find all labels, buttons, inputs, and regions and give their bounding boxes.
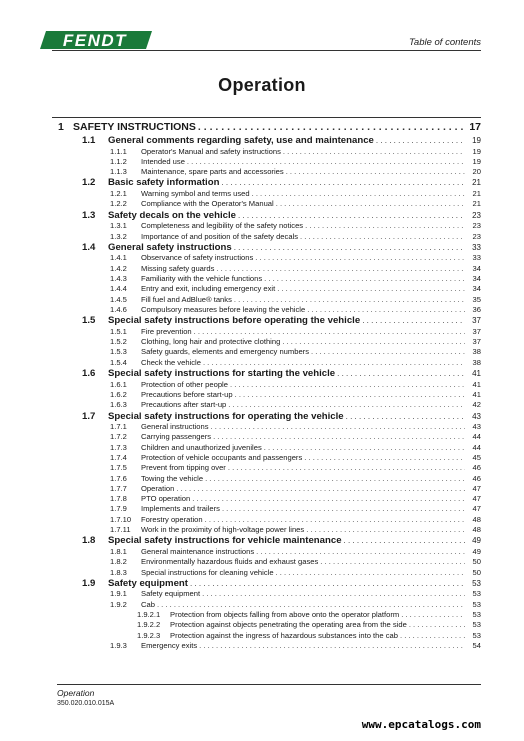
fendt-logo-text: FENDT [62, 31, 128, 50]
toc-entry-page: 42 [472, 400, 481, 410]
toc-leader-dots [187, 157, 465, 166]
toc-entry[interactable] [52, 305, 481, 315]
toc-entry-title: Check the vehicle [141, 357, 201, 367]
toc-entry-number: 1.5 [82, 315, 96, 327]
toc-entry[interactable] [52, 484, 481, 494]
toc-entry-number: 1.6 [82, 368, 96, 380]
toc-entry-title: Missing safety guards [141, 263, 215, 273]
toc-entry-page: 45 [472, 452, 481, 462]
toc-entry-title: Special instructions for cleaning vehicle [141, 567, 274, 577]
toc-entry[interactable] [52, 589, 481, 599]
toc-entry-number: 1.1.1 [110, 146, 127, 156]
toc-entry-number: 1.2 [82, 177, 96, 189]
toc-leader-dots [282, 337, 465, 346]
toc-entry-page: 36 [472, 304, 481, 314]
toc-entry-number: 1.4.4 [110, 284, 127, 294]
toc-entry[interactable] [52, 463, 481, 473]
toc-entry-number: 1.5.3 [110, 347, 127, 357]
toc-entry-title: Cab [141, 599, 155, 609]
toc-leader-dots [409, 620, 465, 629]
toc-entry-number: 1.7.3 [110, 442, 127, 452]
toc-entry-page: 47 [472, 504, 481, 514]
toc-entry-page: 48 [472, 514, 481, 524]
toc-entry-page: 21 [472, 189, 481, 199]
toc-entry-page: 38 [472, 357, 481, 367]
toc-leader-dots [221, 178, 465, 187]
toc-entry-page: 38 [472, 347, 481, 357]
toc-entry-number: 1.7.2 [110, 432, 127, 442]
toc-entry-number: 1.7.5 [110, 463, 127, 473]
toc-leader-dots [192, 494, 465, 503]
toc-entry-number: 1.4.3 [110, 274, 127, 284]
toc-entry-page: 43 [472, 422, 481, 432]
toc-entry[interactable] [52, 568, 481, 578]
toc-leader-dots [300, 232, 465, 241]
toc-entry[interactable] [52, 411, 481, 423]
toc-entry-page: 17 [469, 121, 481, 133]
toc-entry-title: Safety guards, elements and emergency numbers [141, 347, 309, 357]
toc-entry-title: Safety decals on the vehicle [108, 209, 236, 221]
toc-entry-page: 34 [472, 263, 481, 273]
toc-entry[interactable] [52, 177, 481, 189]
toc-entry-page: 44 [472, 432, 481, 442]
toc-entry[interactable] [52, 189, 481, 199]
toc-entry[interactable] [52, 641, 481, 651]
toc-leader-dots [276, 199, 465, 208]
toc-entry-number: 1.3.2 [110, 231, 127, 241]
toc-entry[interactable] [52, 432, 481, 442]
toc-entry-number: 1.7.6 [110, 473, 127, 483]
toc-entry-title: Familiarity with the vehicle functions [141, 274, 263, 284]
toc-leader-dots [222, 504, 465, 513]
toc-entry-title: PTO operation [141, 494, 191, 504]
toc-entry-page: 53 [472, 589, 481, 599]
toc-entry-title: General comments regarding safety, use and maintenance [108, 135, 374, 146]
toc-entry-number: 1.8.1 [110, 546, 127, 556]
toc-leader-dots [157, 600, 465, 609]
toc-entry-page: 41 [472, 379, 481, 389]
toc-entry[interactable] [52, 327, 481, 337]
toc-entry-page: 47 [472, 483, 481, 493]
toc-leader-dots [401, 610, 465, 619]
toc-leader-dots [202, 589, 465, 598]
toc-leader-dots [205, 474, 465, 483]
toc-leader-dots [276, 568, 465, 577]
toc-entry-page: 53 [472, 599, 481, 609]
toc-entry-number: 1.4.2 [110, 263, 127, 273]
table-of-contents [52, 121, 481, 651]
toc-entry-page: 23 [472, 210, 481, 220]
footer-document-code: 350.020.010.015A [57, 700, 115, 707]
toc-entry-title: Precautions after start-up [141, 400, 227, 410]
toc-entry[interactable] [52, 610, 481, 620]
toc-leader-dots [203, 358, 465, 367]
toc-leader-dots [198, 121, 465, 133]
toc-leader-dots [194, 327, 465, 336]
toc-entry[interactable] [52, 443, 481, 453]
toc-entry-number: 1.1.3 [110, 167, 127, 177]
toc-leader-dots [264, 274, 465, 283]
toc-entry-page: 33 [472, 253, 481, 263]
toc-entry-page: 54 [472, 640, 481, 650]
fendt-logo [40, 29, 152, 51]
toc-leader-dots [337, 369, 465, 378]
toc-entry-page: 47 [472, 494, 481, 504]
toc-entry-number: 1.6.3 [110, 400, 127, 410]
toc-entry[interactable] [52, 264, 481, 274]
toc-entry-page: 23 [472, 221, 481, 231]
toc-entry-page: 49 [472, 546, 481, 556]
toc-leader-dots [216, 264, 465, 273]
toc-leader-dots [228, 463, 465, 472]
toc-entry[interactable] [52, 504, 481, 514]
toc-entry-title: Safety equipment [108, 577, 188, 589]
toc-entry[interactable] [52, 390, 481, 400]
header-divider [52, 50, 481, 51]
toc-entry[interactable] [52, 453, 481, 463]
toc-entry-number: 1.3.1 [110, 221, 127, 231]
toc-entry-title: Prevent from tipping over [141, 463, 226, 473]
toc-entry-number: 1.2.1 [110, 189, 127, 199]
toc-entry-page: 53 [472, 578, 481, 588]
toc-entry-title: Emergency exits [141, 640, 198, 650]
toc-entry-title: Maintenance, spare parts and accessories [141, 167, 284, 177]
toc-leader-dots [264, 443, 465, 452]
toc-leader-dots [176, 484, 465, 493]
toc-entry[interactable] [52, 284, 481, 294]
toc-leader-dots [306, 525, 465, 534]
toc-entry-title: SAFETY INSTRUCTIONS [73, 121, 196, 133]
toc-leader-dots [252, 189, 465, 198]
watermark-url: www.epcatalogs.com [361, 718, 481, 731]
toc-entry-title: Compulsory measures before leaving the vehicle [141, 304, 306, 314]
toc-entry-title: General instructions [141, 422, 209, 432]
toc-entry-number: 1.8.3 [110, 567, 127, 577]
toc-entry[interactable] [52, 600, 481, 610]
toc-entry[interactable] [52, 242, 481, 254]
toc-entry-page: 44 [472, 442, 481, 452]
toc-entry[interactable] [52, 147, 481, 157]
toc-leader-dots [400, 631, 465, 640]
page-title: Operation [218, 75, 306, 95]
toc-leader-dots [213, 432, 465, 441]
toc-entry-page: 23 [472, 231, 481, 241]
toc-entry-page: 21 [472, 178, 481, 188]
toc-entry-page: 53 [472, 630, 481, 640]
toc-entry-number: 1.6.2 [110, 389, 127, 399]
toc-entry[interactable] [52, 380, 481, 390]
toc-entry-number: 1.4.6 [110, 304, 127, 314]
toc-entry-title: Operation [141, 483, 175, 493]
toc-entry-page: 21 [472, 199, 481, 209]
toc-entry[interactable] [52, 547, 481, 557]
toc-entry-number: 1.4.1 [110, 253, 127, 263]
toc-entry-number: 1.9.2.1 [137, 610, 161, 620]
toc-entry-page: 41 [472, 369, 481, 379]
toc-entry-page: 49 [472, 536, 481, 546]
toc-entry-number: 1.7.1 [110, 422, 127, 432]
toc-entry-number: 1.9 [82, 577, 96, 589]
toc-entry-page: 46 [472, 473, 481, 483]
toc-entry[interactable] [52, 347, 481, 357]
toc-entry-title: Compliance with the Operator's Manual [141, 199, 274, 209]
toc-entry-number: 1.7 [82, 410, 96, 422]
toc-entry-title: Environmentally hazardous fluids and exhaust gases [141, 557, 319, 567]
toc-entry[interactable] [52, 557, 481, 567]
toc-entry-title: Special safety instructions for vehicle maintenance [108, 535, 342, 547]
toc-leader-dots [256, 547, 465, 556]
toc-entry-title: Warning symbol and terms used [141, 189, 250, 199]
toc-leader-dots [346, 412, 465, 421]
toc-entry[interactable] [52, 121, 481, 135]
toc-entry-title: Fire prevention [141, 326, 192, 336]
toc-leader-dots [234, 243, 465, 252]
toc-entry-number: 1.1.2 [110, 156, 127, 166]
toc-entry-title: Work in the proximity of high-voltage power lines [141, 525, 305, 535]
toc-entry[interactable] [52, 221, 481, 231]
toc-leader-dots [238, 211, 465, 220]
toc-entry[interactable] [52, 358, 481, 368]
toc-entry[interactable] [52, 474, 481, 484]
toc-entry-page: 53 [472, 610, 481, 620]
toc-leader-dots [305, 221, 465, 230]
toc-leader-dots [205, 515, 465, 524]
toc-entry-page: 33 [472, 242, 481, 252]
toc-entry-number: 1.1 [82, 135, 96, 146]
toc-entry-number: 1.7.10 [110, 514, 132, 524]
toc-entry[interactable] [52, 210, 481, 222]
toc-entry[interactable] [52, 494, 481, 504]
toc-leader-dots [211, 422, 465, 431]
toc-entry[interactable] [52, 422, 481, 432]
toc-entry-title: Operator's Manual and safety instructions [141, 146, 281, 156]
toc-entry-title: Precautions before start-up [141, 389, 233, 399]
toc-leader-dots [344, 536, 465, 545]
toc-entry-title: Entry and exit, including emergency exit [141, 284, 276, 294]
toc-leader-dots [277, 284, 465, 293]
toc-leader-dots [307, 305, 465, 314]
toc-entry-page: 37 [472, 316, 481, 326]
footer-title: Operation [57, 688, 95, 698]
toc-entry[interactable] [52, 274, 481, 284]
toc-entry[interactable] [52, 315, 481, 327]
toc-entry[interactable] [52, 253, 481, 263]
toc-leader-dots [199, 641, 465, 650]
toc-entry-page: 53 [472, 620, 481, 630]
toc-entry-number: 1.9.2.2 [137, 620, 161, 630]
toc-entry-number: 1.5.1 [110, 326, 127, 336]
toc-entry[interactable] [52, 157, 481, 167]
toc-entry-title: Intended use [141, 156, 185, 166]
toc-entry-title: Fill fuel and AdBlue® tanks [141, 294, 232, 304]
toc-entry-title: Observance of safety instructions [141, 253, 254, 263]
toc-leader-dots [230, 380, 465, 389]
toc-entry[interactable] [52, 525, 481, 535]
toc-entry-page: 19 [472, 136, 481, 145]
toc-entry-number: 1.9.1 [110, 589, 127, 599]
toc-entry-number: 1.7.9 [110, 504, 127, 514]
toc-entry[interactable] [52, 337, 481, 347]
toc-entry-number: 1.7.7 [110, 483, 127, 493]
toc-entry-number: 1.7.11 [110, 525, 131, 535]
toc-entry-title: Towing the vehicle [141, 473, 204, 483]
toc-leader-dots [376, 136, 465, 145]
toc-entry-number: 1.4.5 [110, 294, 127, 304]
toc-entry-number: 1.2.2 [110, 199, 127, 209]
toc-entry-page: 41 [472, 389, 481, 399]
toc-entry-title: Carrying passengers [141, 432, 212, 442]
header-section-label: Table of contents [408, 37, 481, 48]
toc-entry-title: Forestry operation [141, 514, 203, 524]
footer-divider [57, 684, 481, 685]
toc-entry-number: 1.6.1 [110, 379, 127, 389]
toc-leader-dots [362, 316, 465, 325]
toc-entry[interactable] [52, 167, 481, 177]
toc-leader-dots [255, 253, 465, 262]
toc-entry-page: 19 [472, 146, 481, 156]
toc-entry-title: General maintenance instructions [141, 546, 255, 556]
toc-top-divider [52, 117, 481, 118]
toc-entry[interactable] [52, 400, 481, 410]
toc-entry-number: 1.9.2.3 [137, 630, 161, 640]
toc-entry-number: 1.9.2 [110, 599, 127, 609]
toc-leader-dots [283, 147, 465, 156]
toc-entry-page: 43 [472, 411, 481, 421]
toc-entry-number: 1.7.4 [110, 452, 127, 462]
toc-leader-dots [311, 347, 465, 356]
toc-entry-title: Protection of other people [141, 379, 228, 389]
toc-leader-dots [190, 579, 465, 588]
toc-entry[interactable] [52, 620, 481, 630]
toc-entry-page: 46 [472, 463, 481, 473]
toc-entry[interactable] [52, 535, 481, 547]
toc-entry[interactable] [52, 199, 481, 209]
toc-entry-page: 35 [472, 294, 481, 304]
toc-entry-title: Importance of and position of the safety decals [141, 231, 299, 241]
toc-entry[interactable] [52, 135, 481, 147]
toc-entry[interactable] [52, 631, 481, 641]
toc-entry-page: 34 [472, 284, 481, 294]
toc-entry-page: 50 [472, 567, 481, 577]
toc-entry-number: 1.7.8 [110, 494, 127, 504]
toc-entry-page: 37 [472, 326, 481, 336]
toc-entry-title: Safety equipment [141, 589, 201, 599]
toc-entry-title: Special safety instructions for starting the vehicle [108, 368, 336, 380]
toc-leader-dots [320, 557, 465, 566]
toc-entry-title: Children and unauthorized juveniles [141, 442, 262, 452]
toc-entry-title: Clothing, long hair and protective clothing [141, 337, 281, 347]
toc-leader-dots [286, 167, 465, 176]
toc-entry[interactable] [52, 578, 481, 590]
toc-entry-page: 34 [472, 274, 481, 284]
toc-entry[interactable] [52, 232, 481, 242]
toc-entry-number: 1.9.3 [110, 640, 127, 650]
toc-entry-number: 1.4 [82, 241, 96, 253]
toc-entry-number: 1.8 [82, 535, 96, 547]
toc-leader-dots [304, 453, 465, 462]
toc-entry-page: 19 [472, 156, 481, 166]
toc-entry[interactable] [52, 295, 481, 305]
toc-entry-title: Special safety instructions before operating the vehicle [108, 315, 361, 327]
toc-entry-number: 1.3 [82, 209, 96, 221]
toc-entry-title: Protection from objects falling from above onto the operator platform [170, 610, 400, 620]
toc-entry[interactable] [52, 515, 481, 525]
toc-leader-dots [228, 400, 465, 409]
toc-entry-title: General safety instructions [108, 241, 232, 253]
toc-leader-dots [234, 295, 465, 304]
toc-entry-page: 20 [472, 167, 481, 177]
toc-entry[interactable] [52, 368, 481, 380]
toc-entry-title: Protection against objects penetrating the operating area from the side [170, 620, 407, 630]
toc-entry-number: 1.5.2 [110, 337, 127, 347]
toc-entry-title: Protection of vehicle occupants and passengers [141, 452, 303, 462]
toc-entry-title: Special safety instructions for operating the vehicle [108, 410, 344, 422]
toc-entry-title: Basic safety information [108, 177, 220, 189]
toc-entry-page: 50 [472, 557, 481, 567]
toc-entry-title: Protection against the ingress of hazardous substances into the cab [170, 630, 398, 640]
toc-entry-number: 1.5.4 [110, 357, 127, 367]
toc-entry-page: 37 [472, 337, 481, 347]
toc-leader-dots [235, 390, 465, 399]
toc-entry-number: 1.8.2 [110, 557, 127, 567]
toc-entry-page: 48 [472, 525, 481, 535]
toc-entry-title: Completeness and legibility of the safety notices [141, 221, 304, 231]
toc-entry-title: Implements and trailers [141, 504, 220, 514]
toc-entry-number: 1 [58, 121, 64, 133]
